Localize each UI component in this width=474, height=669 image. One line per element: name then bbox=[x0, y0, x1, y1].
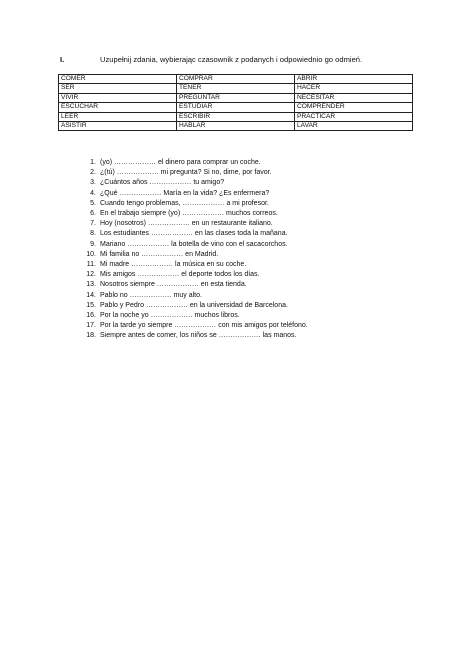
verb-cell: ASISTIR bbox=[59, 122, 177, 131]
list-item bbox=[78, 219, 438, 229]
verb-cell: COMER bbox=[59, 75, 177, 84]
item-text: (yo) ……………… el dinero para comprar un coche. bbox=[100, 159, 261, 166]
item-number: 6. bbox=[90, 210, 96, 218]
verb-cell: LAVAR bbox=[295, 122, 413, 131]
list-item bbox=[78, 229, 438, 239]
table-row bbox=[59, 112, 413, 121]
item-number: 5. bbox=[90, 199, 96, 207]
table-row bbox=[59, 75, 413, 84]
verb-cell: ESTUDIAR bbox=[177, 103, 295, 112]
verb-table bbox=[58, 74, 413, 131]
item-text: Mariano ……………… la botella de vino con el sacacorchos. bbox=[100, 240, 288, 248]
item-text: Nosotros siempre ……………… en esta tienda. bbox=[100, 281, 247, 289]
verb-cell: ESCUCHAR bbox=[59, 103, 177, 112]
item-text: Pablo no ……………… muy alto. bbox=[100, 291, 202, 299]
item-text: Mi madre ……………… la música en su coche. bbox=[100, 261, 247, 269]
verb-cell: ESCRIBIR bbox=[177, 112, 295, 121]
verb-cell: COMPRAR bbox=[177, 75, 295, 84]
table-row bbox=[59, 122, 413, 131]
list-item bbox=[78, 301, 438, 311]
list-item bbox=[78, 199, 438, 209]
list-item bbox=[78, 240, 438, 250]
item-number: 2. bbox=[90, 169, 96, 177]
list-item bbox=[78, 168, 438, 178]
item-number: 3. bbox=[90, 179, 96, 187]
item-number: 8. bbox=[90, 230, 96, 238]
exercise-instruction: Uzupełnij zdania, wybierając czasownik z podanych i odpowiednio go odmień. bbox=[100, 55, 363, 64]
list-item bbox=[78, 250, 438, 260]
list-item bbox=[78, 311, 438, 321]
item-text: ¿Qué ……………… María en la vida? ¿Es enfermera? bbox=[100, 189, 270, 197]
verb-cell: HACER bbox=[295, 84, 413, 93]
item-text: Cuando tengo problemas, ……………… a mi profesor. bbox=[100, 199, 269, 207]
item-text: En el trabajo siempre (yo) ……………… muchos correos. bbox=[100, 210, 278, 218]
item-text: Los estudiantes ……………… en las clases toda la mañana. bbox=[100, 230, 288, 238]
item-number: 15. bbox=[86, 301, 96, 309]
verb-cell: PREGUNTAR bbox=[177, 93, 295, 102]
list-item bbox=[78, 260, 438, 270]
list-item bbox=[78, 209, 438, 219]
item-number: 12. bbox=[86, 271, 96, 279]
table-row bbox=[59, 84, 413, 93]
item-number: 7. bbox=[90, 220, 96, 228]
item-text: Por la noche yo ……………… muchos libros. bbox=[100, 312, 240, 320]
verb-cell: TENER bbox=[177, 84, 295, 93]
item-number: 13. bbox=[86, 281, 96, 289]
verb-cell: COMPRENDER bbox=[295, 103, 413, 112]
item-text: Mi familia no ……………… en Madrid. bbox=[100, 250, 219, 258]
list-item bbox=[78, 291, 438, 301]
item-text: Pablo y Pedro ……………… en la universidad de Barcelona. bbox=[100, 301, 288, 309]
list-item bbox=[78, 280, 438, 290]
item-text: Hoy (nosotros) ……………… en un restaurante italiano. bbox=[100, 220, 273, 228]
item-text: Por la tarde yo siempre ……………… con mis amigos por teléfono. bbox=[100, 322, 308, 330]
item-text: ¿Cuántos años ……………… tu amigo? bbox=[100, 179, 225, 187]
item-number: 16. bbox=[86, 312, 96, 320]
verb-cell: PRACTICAR bbox=[295, 112, 413, 121]
sentence-list bbox=[78, 158, 438, 342]
verb-cell: SER bbox=[59, 84, 177, 93]
list-item bbox=[78, 158, 438, 168]
item-number: 18. bbox=[86, 332, 96, 340]
item-text: ¿(tú) ……………… mi pregunta? Si no, dime, por favor. bbox=[100, 169, 272, 177]
verb-cell: HABLAR bbox=[177, 122, 295, 131]
list-item bbox=[78, 270, 438, 280]
item-text: Siempre antes de comer, los niños se ……………… las manos. bbox=[100, 332, 297, 340]
item-number: 11. bbox=[86, 261, 96, 269]
item-number: 17. bbox=[86, 322, 96, 330]
table-row bbox=[59, 93, 413, 102]
item-number: 14. bbox=[86, 291, 96, 299]
table-row bbox=[59, 103, 413, 112]
verb-cell: ABRIR bbox=[295, 75, 413, 84]
item-number: 4. bbox=[90, 189, 96, 197]
list-item bbox=[78, 178, 438, 188]
list-item bbox=[78, 189, 438, 199]
verb-cell: VIVIR bbox=[59, 93, 177, 102]
list-item bbox=[78, 331, 438, 341]
verb-cell: NECESITAR bbox=[295, 93, 413, 102]
list-item bbox=[78, 321, 438, 331]
item-number: 10. bbox=[86, 250, 96, 258]
item-number: 1. bbox=[90, 159, 96, 166]
item-number: 9. bbox=[90, 240, 96, 248]
item-text: Mis amigos ……………… el deporte todos los días. bbox=[100, 271, 260, 279]
verb-cell: LEER bbox=[59, 112, 177, 121]
exercise-number: I. bbox=[60, 55, 65, 64]
